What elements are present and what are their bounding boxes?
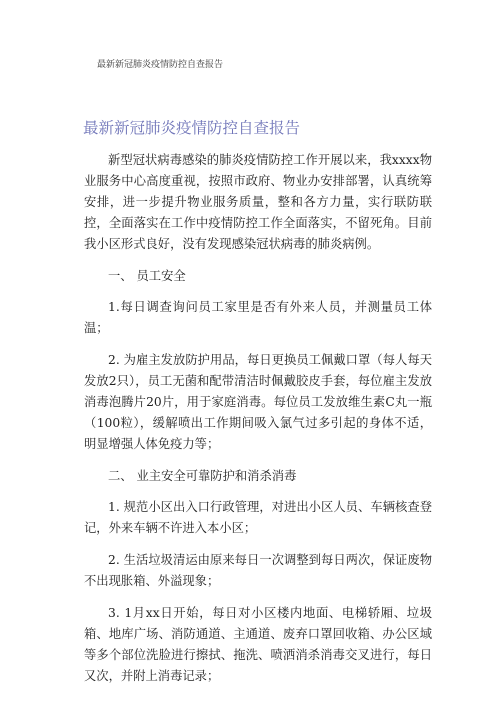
- section2-item: 1. 规范小区出入口行政管理，对进出小区人员、车辆核查登记，外来车辆不许进入本小区；: [84, 500, 432, 535]
- section1-item: 2. 为雇主发放防护用品，每日更换员工佩戴口罩（每人每天发放2只），员工无菌和配带清洁时佩戴胶皮手套，每位雇主发放消毒泡腾片20片，用于家庭消毒。每位员工发放维生素C丸一瓶（100粒），缓解喷出工作期间吸入氯气过多引起的身体不适，明显增强人体免疫力等；: [84, 353, 432, 451]
- section2-item: 3. 1月xx日开始，每日对小区楼内地面、电梯轿厢、垃圾箱、地库广场、消防通道、主通道、废弃口罩回收箱、办公区域等多个部位洗脸进行擦拭、拖洗、喷洒消杀消毒交叉进行，每日又次，并附上消毒记录；: [84, 606, 432, 683]
- section2-item: 2. 生活垃圾清运由原来每日一次调整到每日两次，保证废物不出现胀箱、外溢现象；: [84, 553, 432, 588]
- document-body: [84, 150, 432, 687]
- section1-item: 1.每日调查询问员工家里是否有外来人员，并测量员工体温；: [84, 300, 432, 335]
- section-heading-staff-safety: 一、 员工安全: [108, 269, 186, 283]
- intro-paragraph: 新型冠状病毒感染的肺炎疫情防控工作开展以来，我xxxx物业服务中心高度重视，按照市政府、物业办安排部署，认真统筹安排，进一步提升物业服务质量，整和各方力量，实行联防联控，全面落实在工作中疫情防控工作全面落实，不留死角。目前我小区形式良好，没有发现感染冠状病毒的肺炎病例。: [84, 153, 432, 251]
- running-header: 最新新冠肺炎疫情防控自查报告: [97, 60, 224, 70]
- document-title: 最新新冠肺炎疫情防控自查报告: [83, 119, 301, 137]
- section-heading-owner-safety: 二、 业主安全可靠防护和消杀消毒: [108, 469, 297, 483]
